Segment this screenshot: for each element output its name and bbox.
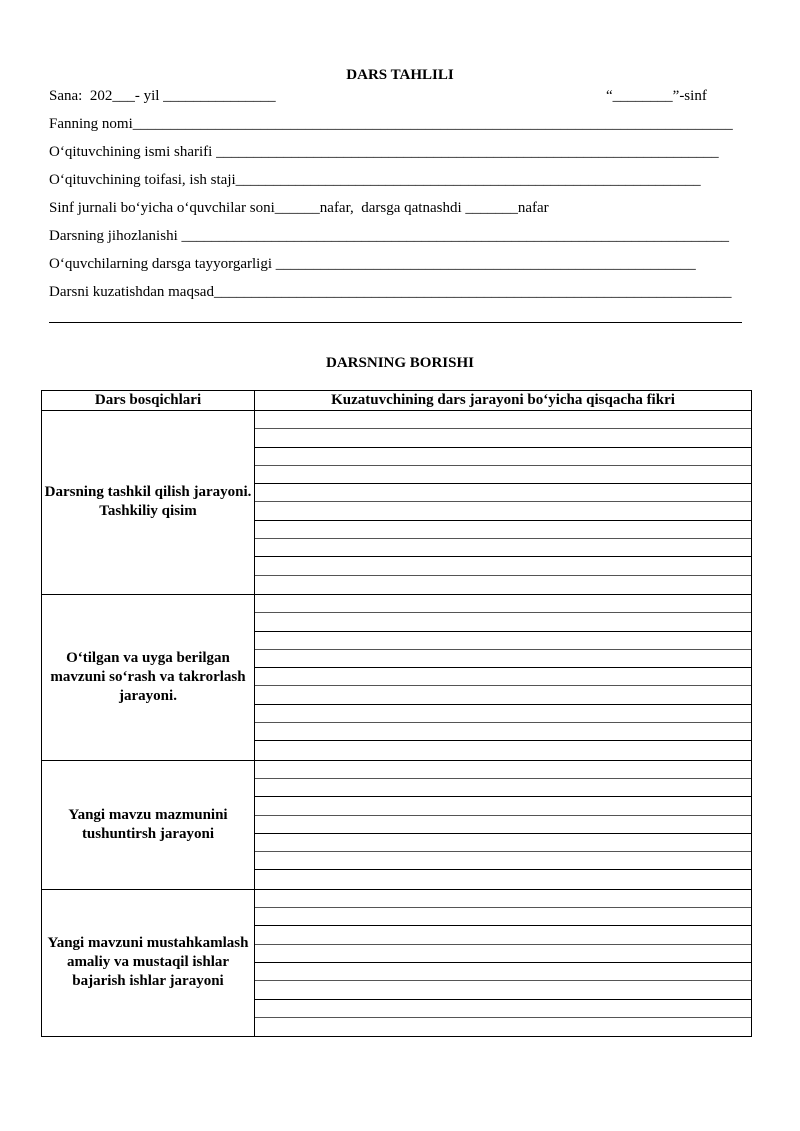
note-line[interactable]	[255, 761, 751, 779]
note-line[interactable]	[255, 981, 751, 999]
header-observer-notes: Kuzatuvchining dars jarayoni bo‘yicha qisqacha fikri	[255, 391, 752, 411]
note-line[interactable]	[255, 816, 751, 834]
note-line[interactable]	[255, 834, 751, 852]
note-line[interactable]	[255, 926, 751, 944]
section-title: DARSNING BORISHI	[326, 355, 474, 371]
preparation-field[interactable]: O‘quvchilarning darsga tayyorgarligi ________________________________________________________	[49, 256, 696, 272]
stage-cell: O‘tilgan va uyga berilgan mavzuni so‘rash va takrorlash jarayoni.	[42, 594, 255, 760]
header-stages: Dars bosqichlari	[42, 391, 255, 411]
note-line[interactable]	[255, 557, 751, 575]
table-row	[42, 594, 752, 760]
table-header-row	[42, 391, 752, 411]
note-line[interactable]	[255, 429, 751, 447]
note-line[interactable]	[255, 723, 751, 741]
stage-cell: Yangi mavzuni mustahkamlash amaliy va mustaqil ishlar bajarish ishlar jarayoni	[42, 889, 255, 1036]
note-line[interactable]	[255, 945, 751, 963]
note-line[interactable]	[255, 890, 751, 908]
note-line[interactable]	[255, 908, 751, 926]
notes-cell[interactable]	[255, 594, 752, 760]
document-title: DARS TAHLILI	[346, 67, 454, 83]
table-row	[42, 889, 752, 1036]
note-line[interactable]	[255, 484, 751, 502]
note-line[interactable]	[255, 650, 751, 668]
note-line[interactable]	[255, 539, 751, 557]
note-line[interactable]	[255, 632, 751, 650]
note-line[interactable]	[255, 466, 751, 484]
note-line[interactable]	[255, 521, 751, 539]
note-line[interactable]	[255, 852, 751, 870]
fanning-nomi-field[interactable]: Fanning nomi________________________________________________________________________________	[49, 116, 733, 132]
note-line[interactable]	[255, 502, 751, 520]
table-row	[42, 760, 752, 889]
notes-cell[interactable]	[255, 411, 752, 595]
note-line[interactable]	[255, 741, 751, 759]
teacher-name-field[interactable]: O‘qituvchining ismi sharifi ___________________________________________________________________	[49, 144, 719, 160]
student-count-field[interactable]: Sinf jurnali bo‘yicha o‘quvchilar soni______nafar, darsga qatnashdi _______nafar	[49, 200, 549, 216]
note-line[interactable]	[255, 779, 751, 797]
note-line[interactable]	[255, 1000, 751, 1018]
note-line[interactable]	[255, 613, 751, 631]
sana-field[interactable]: Sana: 202___- yil _______________	[49, 88, 276, 104]
table-row	[42, 411, 752, 595]
notes-cell[interactable]	[255, 889, 752, 1036]
note-line[interactable]	[255, 595, 751, 613]
equipment-field[interactable]: Darsning jihozlanishi _________________________________________________________________________	[49, 228, 729, 244]
note-line[interactable]	[255, 705, 751, 723]
note-line[interactable]	[255, 668, 751, 686]
teacher-category-field[interactable]: O‘qituvchining toifasi, ish staji______________________________________________________________	[49, 172, 701, 188]
note-line[interactable]	[255, 448, 751, 466]
note-line[interactable]	[255, 797, 751, 815]
note-line[interactable]	[255, 1018, 751, 1036]
notes-cell[interactable]	[255, 760, 752, 889]
observation-goal-field[interactable]: Darsni kuzatishdan maqsad_____________________________________________________________________	[49, 284, 732, 300]
lesson-progress-table	[41, 390, 752, 1037]
stage-cell: Yangi mavzu mazmunini tushuntirsh jarayoni	[42, 760, 255, 889]
stage-cell: Darsning tashkil qilish jarayoni. Tashkiliy qisim	[42, 411, 255, 595]
blank-line[interactable]	[49, 322, 742, 323]
note-line[interactable]	[255, 411, 751, 429]
note-line[interactable]	[255, 686, 751, 704]
note-line[interactable]	[255, 963, 751, 981]
note-line[interactable]	[255, 576, 751, 594]
sinf-field[interactable]: “________”-sinf	[606, 88, 707, 104]
note-line[interactable]	[255, 870, 751, 888]
